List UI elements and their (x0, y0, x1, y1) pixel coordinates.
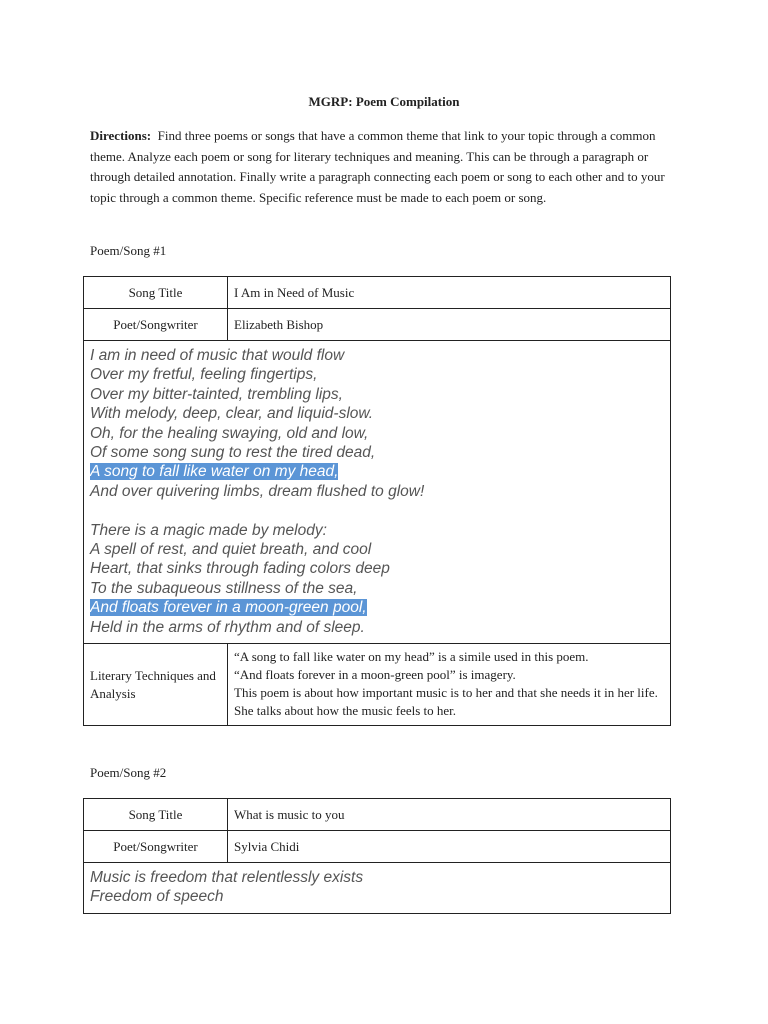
analysis-label: Literary Techniques and Analysis (84, 644, 228, 726)
verse-line: To the subaqueous stillness of the sea, (90, 579, 358, 597)
poet-label: Poet/Songwriter (84, 309, 228, 341)
verse-line: I am in need of music that would flow (90, 347, 345, 364)
poem2-verse (84, 863, 671, 914)
poem1-table (83, 276, 671, 726)
song-title-value: What is music to you (228, 799, 671, 831)
poet-value: Sylvia Chidi (228, 831, 671, 863)
verse-line: Heart, that sinks through fading colors deep (90, 560, 390, 578)
verse-line-highlighted: And floats forever in a moon-green pool, (90, 599, 367, 617)
poem2-heading: Poem/Song #2 (90, 765, 167, 780)
analysis-line: “A song to fall like water on my head” is a simile used in this poem. (234, 649, 589, 665)
verse-line: Over my fretful, feeling fingertips, (90, 366, 318, 384)
verse-line: With melody, deep, clear, and liquid-slow. (90, 405, 374, 423)
verse-line: There is a magic made by melody: (90, 521, 327, 539)
analysis-line: This poem is about how important music is to her and that she needs it in her life. She talks about how the music feels to her. (234, 685, 658, 719)
verse-line: And over quivering limbs, dream flushed to glow! (90, 482, 425, 500)
poem1-poet-row (84, 309, 671, 341)
song-title-label: Song Title (84, 277, 228, 309)
poem1-analysis-row (84, 644, 671, 726)
page-title: MGRP: Poem Compilation (308, 94, 460, 109)
verse-line: Over my bitter-tainted, trembling lips, (90, 385, 343, 403)
poem2-table (83, 798, 671, 914)
song-title-value: I Am in Need of Music (228, 277, 671, 309)
directions-label: Directions: (90, 128, 152, 143)
poet-label: Poet/Songwriter (84, 831, 228, 863)
directions-paragraph (90, 126, 680, 208)
song-title-label: Song Title (84, 799, 228, 831)
directions-text: Find three poems or songs that have a common theme that link to your topic through a common theme. Analyze each poem or song for literary techniques and meaning. This can be through a paragraph or through detailed annotation. Finally write a paragraph connecting each poem or song to each other and to your topic through a common theme. Specific reference must be made to each poem or song. (90, 128, 665, 205)
verse-line: Music is freedom that relentlessly exists (90, 869, 364, 886)
stanza-break (90, 501, 664, 520)
analysis-line: “And floats forever in a moon-green pool” is imagery. (234, 667, 516, 683)
poem1-title-row (84, 277, 671, 309)
poem1-verse-row (84, 341, 671, 644)
poem1-heading: Poem/Song #1 (90, 243, 167, 258)
verse-line: Freedom of speech (90, 888, 224, 906)
verse-line: Of some song sung to rest the tired dead, (90, 444, 376, 462)
poem2-title-row (84, 799, 671, 831)
verse-line: Held in the arms of rhythm and of sleep. (90, 618, 365, 636)
poet-value: Elizabeth Bishop (228, 309, 671, 341)
analysis-text (228, 644, 671, 726)
poem1-verse (84, 341, 671, 644)
verse-line: A spell of rest, and quiet breath, and cool (90, 541, 372, 559)
poem2-verse-row (84, 863, 671, 914)
verse-line: Oh, for the healing swaying, old and low, (90, 424, 369, 442)
verse-line-highlighted: A song to fall like water on my head, (90, 463, 339, 481)
poem2-poet-row (84, 831, 671, 863)
